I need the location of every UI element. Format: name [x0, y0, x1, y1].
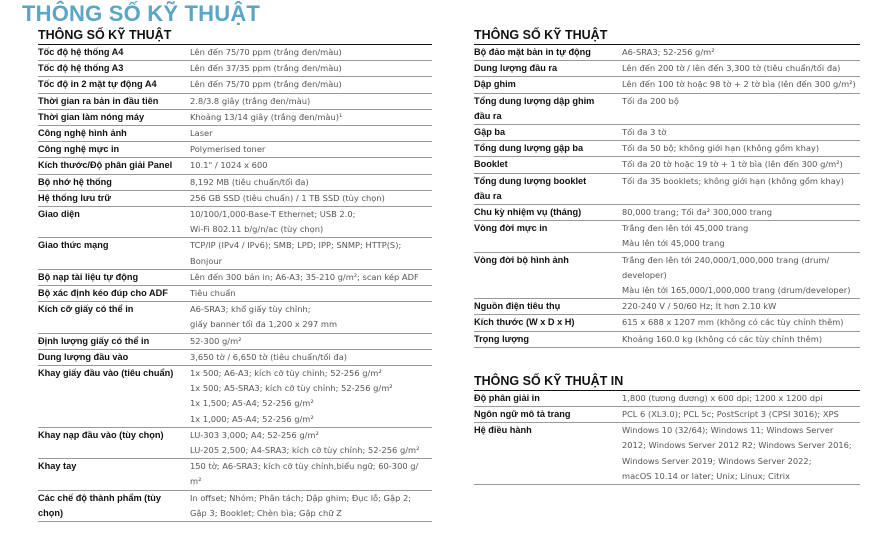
spec-label — [38, 158, 190, 174]
spec-row — [474, 252, 860, 299]
spec-row — [38, 126, 432, 142]
spec-row — [474, 407, 860, 423]
spec-row — [38, 269, 432, 285]
spec-label-line: Ngôn ngữ mô tả trang — [474, 409, 571, 420]
spec-row — [474, 45, 860, 61]
spec-value-line: 1x 1,500; A5-A4; 52-256 g/m² — [190, 398, 314, 409]
spec-label-line: Các chế độ thành phẩm (tùy — [38, 492, 162, 503]
spec-value-line: 52-300 g/m² — [190, 335, 242, 346]
spec-value-line: TCP/IP (IPv4 / IPv6); SMB; LPD; IPP; SNMP; HTTP(S); — [190, 240, 402, 251]
spec-label-line: Độ phân giải in — [474, 392, 540, 403]
spec-row — [38, 61, 432, 77]
spec-value — [190, 158, 432, 174]
spec-label-line: Công nghệ hình ảnh — [38, 128, 127, 139]
spec-value-line: Lên đến 200 tờ / lên đến 3,300 tờ (tiêu chuẩn/tối đa) — [622, 63, 841, 74]
spec-value-line: 220-240 V / 50/60 Hz; Ít hơn 2.10 kW — [622, 301, 777, 312]
spec-value-line: 80,000 trang; Tối đa² 300,000 trang — [622, 207, 772, 218]
spec-row — [38, 93, 432, 109]
spec-row — [38, 207, 432, 238]
spec-label — [38, 302, 190, 333]
spec-row — [38, 366, 432, 428]
spec-label — [474, 423, 622, 485]
spec-label-line: Chu kỳ nhiệm vụ (tháng) — [474, 207, 582, 218]
spec-label-line: Hệ điều hành — [474, 425, 532, 436]
spec-value-line: developer) — [622, 269, 667, 280]
spec-value-line: 2.8/3.8 giây (trắng đen/màu) — [190, 95, 311, 106]
spec-label — [38, 207, 190, 238]
spec-value-line: 615 x 688 x 1207 mm (không có các tùy chỉnh thêm) — [622, 317, 844, 328]
spec-value-line: macOS 10.14 or later; Unix; Linux; Citrix — [622, 470, 791, 481]
spec-value-line: Trắng đen lên tới 240,000/1,000,000 trang (drum/ — [622, 254, 830, 265]
spec-value-line: 10/100/1,000-Base-T Ethernet; USB 2.0; — [190, 209, 356, 220]
spec-value — [190, 349, 432, 365]
spec-label-line: Giao thức mạng — [38, 240, 109, 251]
spec-label-line: Kích thước/Độ phân giải Panel — [38, 160, 173, 171]
spec-label — [38, 61, 190, 77]
spec-value-line: 150 tờ; A6-SRA3; kích cỡ tùy chỉnh,biểu ngữ; 60-300 g/ — [190, 461, 419, 472]
spec-value-line: A6-SRA3; khổ giấy tùy chỉnh; — [190, 304, 311, 315]
section-title-specs-2: THÔNG SỐ KỸ THUẬT — [474, 28, 860, 45]
spec-value — [190, 142, 432, 158]
spec-row — [38, 238, 432, 269]
spec-label-line: Bộ nạp tài liệu tự động — [38, 271, 139, 282]
spec-label-line: Trọng lượng — [474, 333, 530, 344]
spec-table-right — [474, 45, 860, 348]
spec-value — [622, 315, 860, 331]
spec-label-line: Nguồn điện tiêu thụ — [474, 301, 561, 312]
spec-label — [38, 366, 190, 428]
spec-label — [474, 77, 622, 93]
spec-value — [190, 174, 432, 190]
spec-label — [474, 93, 622, 124]
spec-label-line: Khay nạp đầu vào (tùy chọn) — [38, 429, 164, 440]
spec-label-line: Bộ đảo mặt bản in tự động — [474, 47, 591, 57]
spec-value-line: Windows Server 2019; Windows Server 2022; — [622, 455, 812, 466]
spec-label-line: Dung lượng đầu vào — [38, 351, 129, 362]
spec-value-line: Tối đa 35 booklets; không giới hạn (không gồm khay) — [622, 175, 844, 186]
spec-row — [474, 423, 860, 485]
spec-value — [190, 190, 432, 206]
spec-label-line: Công nghệ mực in — [38, 144, 120, 155]
right-column — [474, 28, 860, 485]
spec-label-line: Khay giấy đầu vào (tiêu chuẩn) — [38, 368, 174, 379]
spec-row — [474, 173, 860, 204]
spec-value — [190, 459, 432, 490]
spec-row — [38, 333, 432, 349]
spec-value — [622, 205, 860, 221]
spec-label-line: Gập ba — [474, 127, 506, 138]
spec-label — [474, 221, 622, 252]
spec-label — [38, 142, 190, 158]
spec-value — [190, 427, 432, 458]
spec-label — [474, 299, 622, 315]
spec-value — [190, 126, 432, 142]
spec-value-line: 10.1" / 1024 x 600 — [190, 160, 268, 171]
spec-row — [474, 157, 860, 173]
page-title: THÔNG SỐ KỸ THUẬT — [22, 1, 261, 26]
spec-label — [474, 391, 622, 407]
spec-value-line: Màu lên tới 165,000/1,000,000 trang (drum/developer) — [622, 285, 851, 296]
spec-value-line: LU-303 3,000; A4; 52-256 g/m² — [190, 429, 319, 440]
spec-value-line: Tối đa 3 tờ — [622, 127, 667, 138]
spec-value-line: 8,192 MB (tiêu chuẩn/tối đa) — [190, 176, 309, 187]
spec-value-line: Wi-Fi 802.11 b/g/n/ac (tùy chọn) — [190, 224, 324, 235]
spec-value-line: Lên đến 300 bản in; A6-A3; 35-210 g/m²; scan kép ADF — [190, 271, 419, 282]
spec-value — [190, 109, 432, 125]
spec-value-line: LU-205 2,500; A4-SRA3; kích cỡ tùy chỉnh; 52-256 g/m² — [190, 445, 420, 456]
spec-row — [38, 286, 432, 302]
spec-row — [38, 158, 432, 174]
spec-row — [474, 331, 860, 347]
spec-value — [190, 93, 432, 109]
spec-label-line: Tốc độ hệ thống A3 — [38, 63, 124, 74]
spec-value — [622, 61, 860, 77]
spec-value-line: Khoảng 160.0 kg (không có các tùy chỉnh thêm) — [622, 333, 823, 344]
spec-label — [474, 61, 622, 77]
section-title-specs: THÔNG SỐ KỸ THUẬT — [38, 28, 432, 45]
spec-label-line: Giao diện — [38, 209, 80, 220]
spec-label — [38, 333, 190, 349]
spec-value-line: Lên đến 100 tờ hoặc 98 tờ + 2 tờ bìa (lên đến 300 g/m²) — [622, 79, 856, 90]
spec-label — [474, 141, 622, 157]
spec-value-line: 1x 500; A5-SRA3; kích cỡ tùy chỉnh; 52-256 g/m² — [190, 383, 393, 394]
spec-value-line: Gập 3; Booklet; Chèn bìa; Gập chữ Z — [190, 507, 342, 518]
spec-label — [38, 45, 190, 61]
spec-value-line: Tối đa 20 tờ hoặc 19 tờ + 1 tờ bìa (lên đến 300 g/m²) — [622, 159, 843, 170]
spec-value-line: 256 GB SSD (tiêu chuẩn) / 1 TB SSD (tùy chọn) — [190, 192, 385, 203]
spec-label-line: Bộ xác định kéo đúp cho ADF — [38, 288, 168, 299]
spec-label — [38, 269, 190, 285]
spec-value-line: Lên đến 75/70 ppm (trắng đen/màu) — [190, 47, 342, 57]
spec-label-line: đầu ra — [474, 110, 502, 121]
spec-row — [474, 315, 860, 331]
spec-row — [474, 61, 860, 77]
spec-label — [474, 252, 622, 299]
spec-label — [474, 407, 622, 423]
spec-label-line: chọn) — [38, 507, 64, 518]
spec-label — [474, 315, 622, 331]
spec-row — [474, 141, 860, 157]
spec-value — [190, 269, 432, 285]
spec-table-left — [38, 45, 432, 522]
spec-row — [38, 302, 432, 333]
spec-value-line: PCL 6 (XL3.0); PCL 5c; PostScript 3 (CPSI 3016); XPS — [622, 409, 839, 420]
spec-value — [190, 207, 432, 238]
spec-value — [622, 299, 860, 315]
spec-value — [622, 331, 860, 347]
spec-value-line: Khoảng 13/14 giây (trắng đen/màu)¹ — [190, 111, 343, 122]
spec-label — [38, 490, 190, 521]
spec-label-line: Bộ nhớ hệ thống — [38, 176, 112, 187]
spec-label — [38, 109, 190, 125]
spec-label — [474, 157, 622, 173]
spec-value-line: 1x 1,000; A5-A4; 52-256 g/m² — [190, 413, 314, 424]
spec-label-line: đầu ra — [474, 190, 502, 201]
spec-row — [38, 349, 432, 365]
spec-label — [474, 125, 622, 141]
spec-row — [38, 109, 432, 125]
spec-row — [38, 142, 432, 158]
spec-value — [622, 423, 860, 485]
spec-row — [38, 77, 432, 93]
spec-value — [190, 286, 432, 302]
spec-value — [190, 61, 432, 77]
spec-label-line: Định lượng giấy có thể in — [38, 335, 150, 346]
spec-row — [38, 190, 432, 206]
spec-row — [38, 427, 432, 458]
spec-label — [38, 126, 190, 142]
spec-row — [474, 391, 860, 407]
spec-label — [38, 190, 190, 206]
spec-value-line: In offset; Nhóm; Phân tách; Dập ghim; Đục lỗ; Gập 2; — [190, 492, 412, 503]
spec-label-line: Dập ghim — [474, 79, 516, 90]
spec-value — [622, 252, 860, 299]
spec-row — [38, 490, 432, 521]
spec-value-line: A6-SRA3; 52-256 g/m² — [622, 47, 715, 57]
spec-value — [190, 366, 432, 428]
spec-value — [622, 407, 860, 423]
spec-row — [38, 459, 432, 490]
spec-value-line: Windows 10 (32/64); Windows 11; Windows Server — [622, 425, 834, 436]
spec-value-line: Lên đến 37/35 ppm (trắng đen/màu) — [190, 63, 342, 74]
spec-value — [190, 45, 432, 61]
spec-value — [190, 77, 432, 93]
spec-value-line: Màu lên tới 45,000 trang — [622, 238, 725, 249]
spec-label-line: Kích cỡ giấy có thể in — [38, 304, 134, 315]
spec-value-line: Polymerised toner — [190, 144, 266, 155]
spec-label-line: Hệ thống lưu trữ — [38, 192, 112, 203]
spec-label-line: Booklet — [474, 159, 508, 170]
spec-value-line: 1,800 (tương đương) x 600 dpi; 1200 x 1200 dpi — [622, 392, 823, 403]
spec-label — [474, 205, 622, 221]
spec-row — [474, 205, 860, 221]
spec-label — [38, 286, 190, 302]
spec-value — [622, 77, 860, 93]
spec-value — [622, 173, 860, 204]
spec-label-line: Tổng dung lượng dập ghim — [474, 95, 595, 106]
spec-label-line: Tốc độ hệ thống A4 — [38, 47, 124, 57]
spec-label-line: Vòng đời bộ hình ảnh — [474, 254, 569, 265]
spec-row — [474, 77, 860, 93]
spec-label-line: Thời gian ra bản in đầu tiên — [38, 95, 159, 106]
spec-value — [622, 391, 860, 407]
spec-label — [38, 427, 190, 458]
spec-value-line: m² — [190, 476, 202, 487]
spec-value-line: 3,650 tờ / 6,650 tờ (tiêu chuẩn/tối đa) — [190, 351, 348, 362]
spec-value-line: giấy banner tối đa 1,200 x 297 mm — [190, 319, 338, 330]
spec-value — [622, 125, 860, 141]
spec-label — [38, 77, 190, 93]
spec-value-line: Tối đa 50 bộ; không giới hạn (không gồm khay) — [622, 143, 820, 154]
spec-value — [190, 302, 432, 333]
spec-value — [622, 141, 860, 157]
spec-value-line: Bonjour — [190, 255, 223, 266]
spec-value — [622, 45, 860, 61]
spec-value-line: Laser — [190, 128, 213, 139]
spec-row — [474, 299, 860, 315]
spec-label — [38, 459, 190, 490]
spec-label-line: Thời gian làm nóng máy — [38, 111, 145, 122]
section-title-print-specs: THÔNG SỐ KỸ THUẬT IN — [474, 374, 860, 391]
spec-row — [38, 174, 432, 190]
spec-label — [38, 93, 190, 109]
spec-label — [38, 349, 190, 365]
spec-label — [38, 174, 190, 190]
spec-value — [622, 93, 860, 124]
spec-label — [474, 331, 622, 347]
spec-row — [474, 221, 860, 252]
spec-label-line: Kích thước (W x D x H) — [474, 317, 575, 328]
spec-label-line: Tổng dung lượng booklet — [474, 175, 587, 186]
left-column — [38, 28, 432, 522]
spec-label — [474, 173, 622, 204]
spec-value — [190, 490, 432, 521]
spec-label-line: Tốc độ in 2 mặt tự động A4 — [38, 79, 157, 90]
spec-value-line: Tối đa 200 bộ — [622, 95, 679, 106]
spec-label-line: Dung lượng đầu ra — [474, 63, 558, 74]
spec-label-line: Vòng đời mực in — [474, 223, 548, 234]
spec-value — [622, 221, 860, 252]
spec-value — [190, 238, 432, 269]
spec-label — [38, 238, 190, 269]
spec-value — [622, 157, 860, 173]
spec-row — [38, 45, 432, 61]
spec-label-line: Khay tay — [38, 461, 77, 472]
spec-row — [474, 125, 860, 141]
spec-value — [190, 333, 432, 349]
spec-row — [474, 93, 860, 124]
spec-value-line: 1x 500; A6-A3; kích cỡ tùy chỉnh; 52-256 g/m² — [190, 368, 382, 379]
spec-value-line: 2012; Windows Server 2012 R2; Windows Server 2016; — [622, 440, 852, 451]
spec-label-line: Tổng dung lượng gập ba — [474, 143, 584, 154]
spec-table-print — [474, 391, 860, 485]
spec-value-line: Lên đến 75/70 ppm (trắng đen/màu) — [190, 79, 342, 90]
spec-value-line: Trắng đen lên tới 45,000 trang — [622, 223, 749, 234]
spec-label — [474, 45, 622, 61]
spec-value-line: Tiêu chuẩn — [190, 288, 236, 299]
